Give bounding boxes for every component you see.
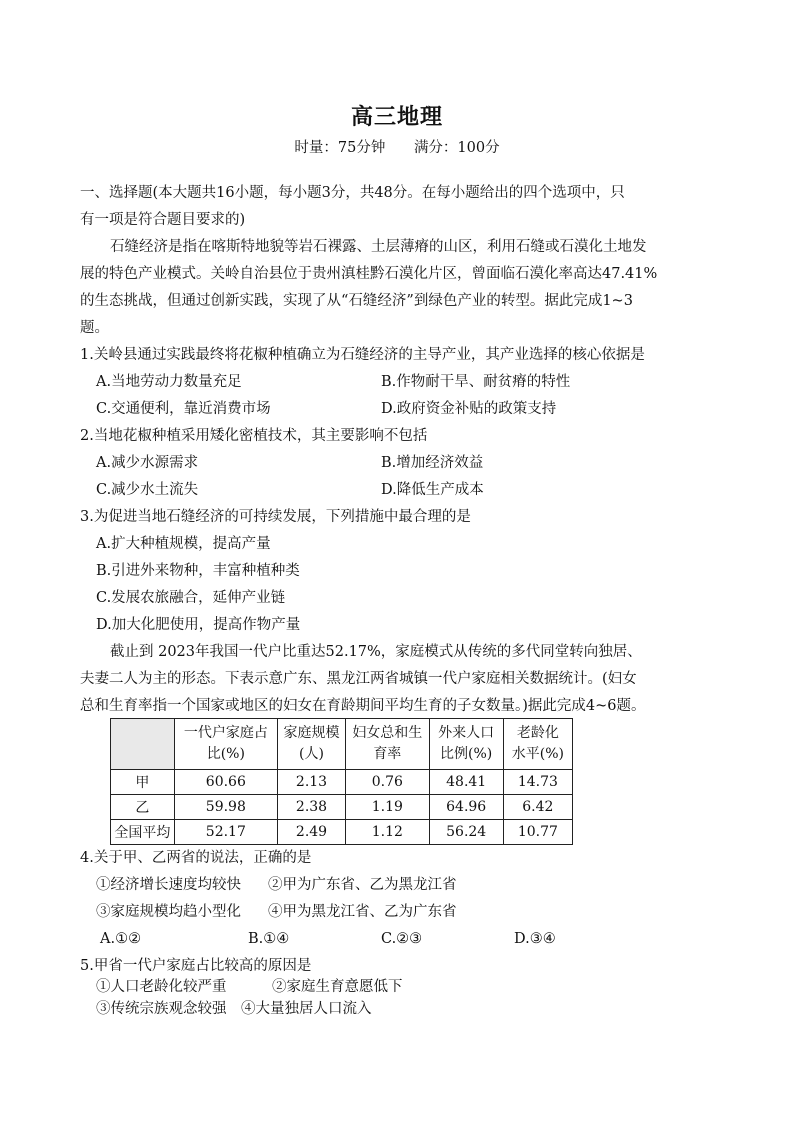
table-cell: 52.17 <box>174 820 277 845</box>
passage1-line1: 石缝经济是指在喀斯特地貌等岩石裸露、土层薄瘠的山区，利用石缝或石漠化土地发 <box>110 239 647 255</box>
household-data-table <box>110 718 573 845</box>
table-corner-cell <box>111 719 175 770</box>
q3-stem: 3.为促进当地石缝经济的可持续发展，下列措施中最合理的是 <box>80 509 471 525</box>
q3-option-a: A.扩大种植规模，提高产量 <box>96 536 271 552</box>
time-limit: 时量：75分钟 <box>294 140 386 156</box>
full-score: 满分：100分 <box>413 140 500 156</box>
table-row <box>111 770 573 795</box>
table-cell: 0.76 <box>346 770 430 795</box>
table-cell: 全国平均 <box>111 820 175 845</box>
table-cell: 1.19 <box>346 795 430 820</box>
q5-statement-2: ②家庭生育意愿低下 <box>272 979 403 995</box>
table-cell: 56.24 <box>429 820 503 845</box>
table-row <box>111 820 573 845</box>
q1-option-b: B.作物耐干旱、耐贫瘠的特性 <box>381 374 571 390</box>
q3-option-d: D.加大化肥使用，提高作物产量 <box>96 617 301 633</box>
q1-option-d: D.政府资金补贴的政策支持 <box>381 401 557 417</box>
table-cell: 14.73 <box>503 770 572 795</box>
passage1-line4: 题。 <box>80 320 109 336</box>
q4-option-d: D.③④ <box>514 931 556 947</box>
page-title: 高三地理 <box>350 105 443 130</box>
table-cell: 48.41 <box>429 770 503 795</box>
passage1-line2: 展的特色产业模式。关岭自治县位于贵州滇桂黔石漠化片区，曾面临石漠化率高达47.41% <box>80 266 658 282</box>
table-cell: 2.49 <box>277 820 345 845</box>
q1-option-c: C.交通便利，靠近消费市场 <box>96 401 271 417</box>
q4-statement-1: ①经济增长速度均较快 <box>96 877 241 893</box>
q4-option-c: C.②③ <box>381 931 423 947</box>
q4-statement-4: ④甲为黑龙江省、乙为广东省 <box>268 904 457 920</box>
q1-stem: 1.关岭县通过实践最终将花椒种植确立为石缝经济的主导产业，其产业选择的核心依据是 <box>80 347 645 363</box>
q5-statement-3: ③传统宗族观念较强 <box>96 1001 227 1017</box>
q1-option-a: A.当地劳动力数量充足 <box>96 374 242 390</box>
table-header-cell: 家庭规模 (人) <box>277 719 345 770</box>
q3-option-b: B.引进外来物种，丰富种植种类 <box>96 563 300 579</box>
q4-option-a: A.①② <box>100 931 142 947</box>
table-cell: 6.42 <box>503 795 572 820</box>
table-cell: 2.13 <box>277 770 345 795</box>
table-cell: 甲 <box>111 770 175 795</box>
q2-option-b: B.增加经济效益 <box>381 455 484 471</box>
exam-info <box>0 136 794 157</box>
passage2-line3: 总和生育率指一个国家或地区的妇女在育龄期间平均生育的子女数量。)据此完成4~6题。 <box>80 698 646 714</box>
table-cell: 59.98 <box>174 795 277 820</box>
table-header-cell: 老龄化 水平(%) <box>503 719 572 770</box>
table-header-row <box>111 719 573 770</box>
section-heading-line1: 一、选择题(本大题共16小题，每小题3分，共48分。在每小题给出的四个选项中，只 <box>80 185 625 201</box>
table-cell: 10.77 <box>503 820 572 845</box>
q2-option-d: D.降低生产成本 <box>381 482 484 498</box>
table-header-cell: 妇女总和生 育率 <box>346 719 430 770</box>
table-row <box>111 795 573 820</box>
passage2-line2: 夫妻二人为主的形态。下表示意广东、黑龙江两省城镇一代户家庭相关数据统计。(妇女 <box>80 671 637 687</box>
q2-stem: 2.当地花椒种植采用矮化密植技术，其主要影响不包括 <box>80 428 428 444</box>
q4-statement-3: ③家庭规模均趋小型化 <box>96 904 241 920</box>
table-cell: 64.96 <box>429 795 503 820</box>
q5-statement-4: ④大量独居人口流入 <box>241 1001 372 1017</box>
q4-stem: 4.关于甲、乙两省的说法，正确的是 <box>80 850 312 866</box>
passage1-line3: 的生态挑战，但通过创新实践，实现了从“石缝经济”到绿色产业的转型。据此完成1~3 <box>80 293 633 309</box>
section-heading-line2: 有一项是符合题目要求的) <box>80 212 246 228</box>
table-cell: 1.12 <box>346 820 430 845</box>
table-header-cell: 外来人口 比例(%) <box>429 719 503 770</box>
q5-stem: 5.甲省一代户家庭占比较高的原因是 <box>80 958 312 974</box>
passage2-line1: 截止到 2023年我国一代户比重达52.17%，家庭模式从传统的多代同堂转向独居、 <box>110 644 642 660</box>
table-cell: 2.38 <box>277 795 345 820</box>
q2-option-c: C.减少水土流失 <box>96 482 199 498</box>
q4-statement-2: ②甲为广东省、乙为黑龙江省 <box>268 877 457 893</box>
table-cell: 60.66 <box>174 770 277 795</box>
table-cell: 乙 <box>111 795 175 820</box>
q5-statement-1: ①人口老龄化较严重 <box>96 979 227 995</box>
q3-option-c: C.发展农旅融合，延伸产业链 <box>96 590 286 606</box>
q2-option-a: A.减少水源需求 <box>96 455 199 471</box>
table-header-cell: 一代户家庭占 比(%) <box>174 719 277 770</box>
q4-option-b: B.①④ <box>248 931 290 947</box>
